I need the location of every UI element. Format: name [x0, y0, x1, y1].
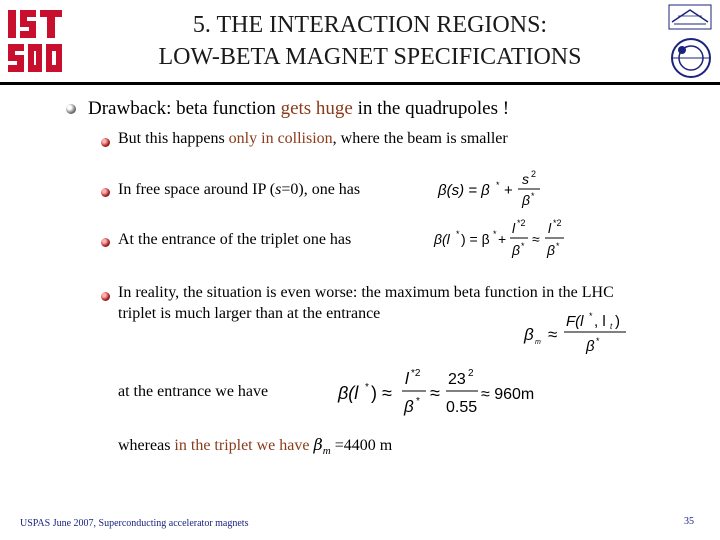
- sub-bullet-4-line-2: triplet is much larger than at the entrance: [118, 305, 381, 322]
- svg-text:β: β: [586, 338, 595, 355]
- svg-text:β(l: β(l: [434, 231, 450, 247]
- sub-bullet-marker: [101, 238, 110, 247]
- formula-beta-entrance: [432, 216, 566, 264]
- sub-bullet-3: At the entrance of the triplet one has: [118, 231, 352, 248]
- lab-building-logo-icon: [668, 4, 712, 30]
- page-number: 35: [684, 516, 694, 527]
- svg-text:β(l: β(l: [338, 383, 359, 403]
- svg-text:, l: , l: [594, 313, 606, 330]
- main-bullet-post: in the quadrupoles !: [352, 98, 510, 119]
- svg-text:*2: *2: [411, 368, 421, 379]
- sub-bullet-2-pre: In free space around IP (: [118, 181, 276, 198]
- svg-text:*2: *2: [553, 218, 562, 228]
- sub-bullet-1-post: , where the beam is smaller: [332, 130, 508, 147]
- svg-text:≈: ≈: [548, 325, 558, 344]
- svg-text:*: *: [589, 311, 593, 321]
- svg-text:) = β: ) = β: [461, 231, 490, 247]
- svg-text:*: *: [556, 241, 560, 251]
- formula-beta-entrance-value: [336, 364, 535, 420]
- svg-text:l: l: [548, 220, 552, 236]
- main-bullet-text: [88, 98, 509, 120]
- institution-logo-icon: [4, 6, 68, 78]
- svg-text:) ≈: ) ≈: [371, 383, 392, 403]
- formula-numerator: 23: [448, 371, 466, 388]
- svg-text:t: t: [610, 322, 613, 331]
- sub-bullet-1-pre: But this happens: [118, 130, 229, 147]
- svg-text:*: *: [521, 241, 525, 251]
- svg-text:*2: *2: [517, 218, 526, 228]
- beta-subscript: m: [322, 445, 331, 458]
- variable-s: s: [275, 181, 282, 198]
- svg-text:*: *: [365, 382, 369, 393]
- svg-text:+: +: [498, 231, 507, 247]
- svg-text:l: l: [405, 369, 409, 388]
- svg-text:*: *: [456, 229, 460, 239]
- bullet-marker: [66, 104, 76, 114]
- svg-text:≈: ≈: [532, 231, 540, 247]
- slide-title-line-1: 5. THE INTERACTION REGIONS:: [192, 12, 548, 38]
- svg-text:s: s: [522, 171, 529, 187]
- svg-text:*: *: [531, 191, 535, 201]
- svg-text:β: β: [547, 242, 555, 258]
- whereas-highlight: in the triplet we have: [174, 437, 310, 454]
- footer-text: USPAS June 2007, Superconducting accelerator magnets: [20, 518, 249, 529]
- slide-title-line-2: LOW-BETA MAGNET SPECIFICATIONS: [158, 44, 582, 70]
- sub-bullet-2: [118, 181, 360, 199]
- svg-text:2: 2: [468, 368, 474, 379]
- whereas-pre: whereas: [118, 437, 175, 454]
- main-bullet-pre: Drawback: beta function: [88, 98, 281, 119]
- svg-text:*: *: [596, 336, 600, 346]
- beta-symbol: β: [313, 435, 323, 454]
- whereas-post: =4400 m: [330, 437, 393, 454]
- svg-text:m: m: [535, 339, 541, 346]
- svg-text:≈: ≈: [430, 383, 440, 403]
- svg-text:*: *: [416, 396, 420, 407]
- svg-text:2: 2: [531, 169, 537, 179]
- sub-bullet-marker: [101, 292, 110, 301]
- main-bullet-highlight: gets huge: [280, 98, 353, 119]
- sub-bullet-marker: [101, 188, 110, 197]
- svg-text:β: β: [512, 242, 520, 258]
- slide-header: [0, 0, 720, 84]
- sub-bullet-4-line-1: In reality, the situation is even worse: the maximum beta function in the LHC: [118, 284, 614, 301]
- entrance-text: at the entrance we have: [118, 383, 269, 400]
- svg-text:F(l: F(l: [566, 313, 584, 330]
- cern-logo-icon: [668, 36, 714, 80]
- svg-text:*: *: [496, 180, 500, 190]
- svg-text:β: β: [524, 325, 534, 344]
- svg-text:+: +: [504, 182, 513, 199]
- formula-beta-free-space: [436, 168, 556, 212]
- sub-bullet-marker: [101, 138, 110, 147]
- svg-text:β: β: [522, 192, 530, 208]
- svg-text:β(s) = β: β(s) = β: [438, 182, 490, 199]
- svg-text:β: β: [404, 397, 414, 416]
- svg-text:): ): [615, 313, 620, 330]
- svg-text:*: *: [493, 229, 497, 239]
- sub-bullet-2-post: =0), one has: [281, 181, 361, 198]
- svg-text:l: l: [512, 220, 516, 236]
- formula-beta-max: [522, 306, 632, 358]
- formula-denominator: 0.55: [446, 399, 478, 416]
- sub-bullet-1: [118, 130, 508, 148]
- header-divider: [0, 82, 720, 85]
- sub-bullet-1-highlight: only in collision: [228, 130, 333, 147]
- whereas-text: [118, 435, 392, 457]
- formula-result: ≈ 960m: [481, 386, 535, 403]
